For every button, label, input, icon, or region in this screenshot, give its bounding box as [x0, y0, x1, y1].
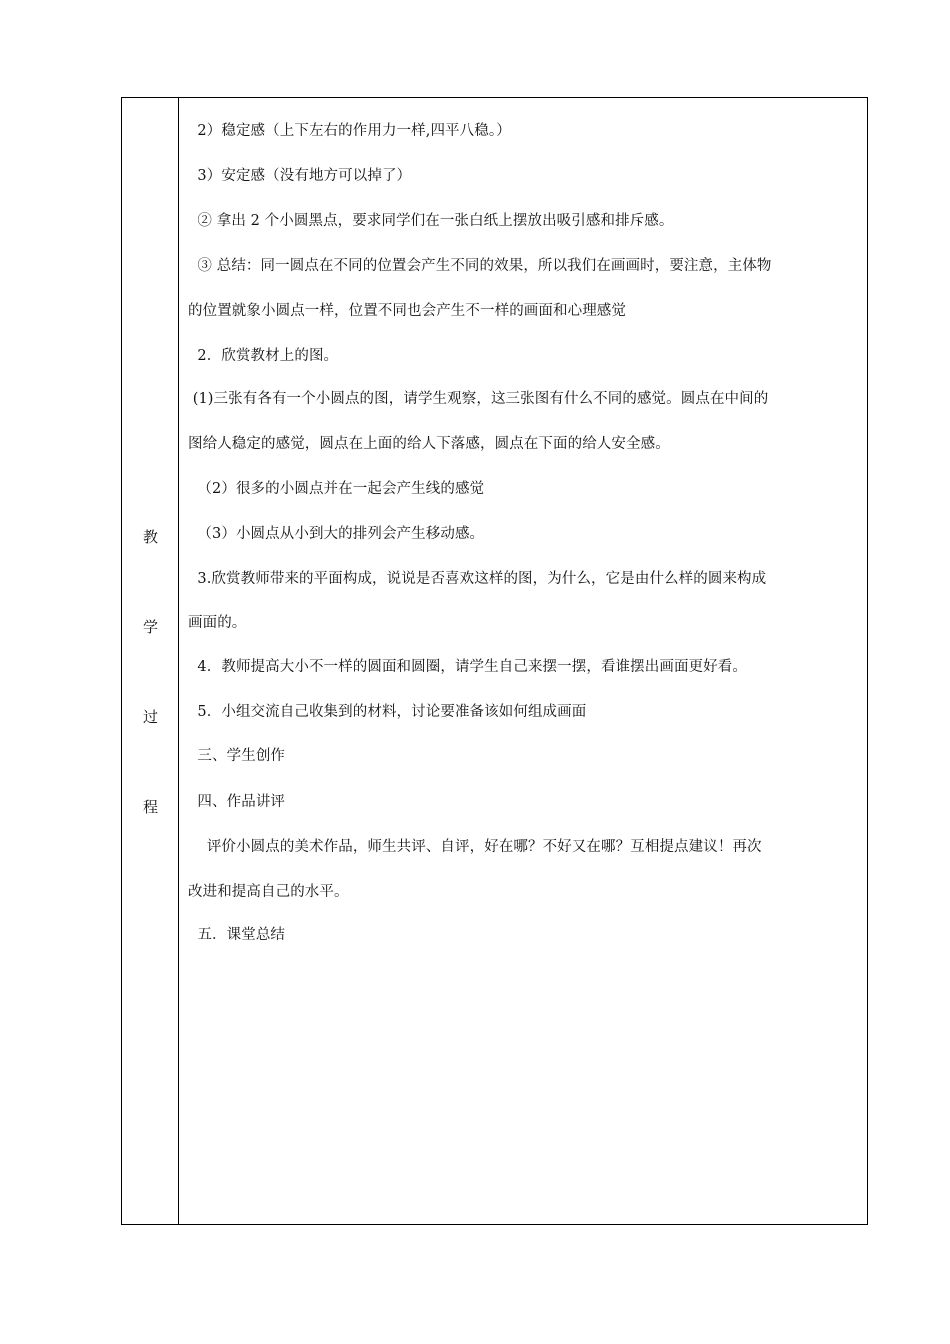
content-line: 5．小组交流自己收集到的材料，讨论要准备该如何组成画面: [188, 704, 587, 720]
content-line: 改进和提高自己的水平。: [188, 884, 349, 900]
content-line: （3）小圆点从小到大的排列会产生移动感。: [188, 526, 485, 542]
lesson-table: [121, 97, 868, 1225]
section-label-char: 过: [142, 708, 158, 726]
content-line: 评价小圆点的美术作品，师生共评、自评，好在哪？不好又在哪？互相提点建议！再次: [188, 839, 762, 855]
content-line: 五．课堂总结: [188, 927, 286, 943]
content-line: 2．欣赏教材上的图。: [188, 348, 339, 364]
section-label-char: 教: [142, 528, 158, 546]
content-line: 3）安定感（没有地方可以掉了）: [188, 168, 412, 184]
content-line: （2）很多的小圆点并在一起会产生线的感觉: [188, 481, 485, 497]
content-line: 3.欣赏教师带来的平面构成，说说是否喜欢这样的图，为什么，它是由什么样的圆来构成: [188, 571, 767, 587]
content-line: 2）稳定感（上下左右的作用力一样,四平八稳。）: [188, 123, 511, 139]
section-label-column: [122, 98, 179, 1224]
content-line: 的位置就象小圆点一样，位置不同也会产生不一样的画面和心理感觉: [188, 303, 626, 319]
section-label-char: 程: [142, 798, 158, 816]
content-line: 图给人稳定的感觉，圆点在上面的给人下落感，圆点在下面的给人安全感。: [188, 436, 670, 452]
content-line: (1)三张有各有一个小圆点的图，请学生观察，这三张图有什么不同的感觉。圆点在中间的: [188, 391, 769, 407]
teaching-process-content: [180, 98, 867, 1224]
content-line: 三、学生创作: [188, 748, 286, 764]
section-label-char: 学: [142, 618, 158, 636]
content-line: 4．教师提高大小不一样的圆面和圆圈，请学生自己来摆一摆，看谁摆出画面更好看。: [188, 659, 747, 675]
content-line: 画面的。: [188, 615, 247, 631]
content-line: ② 拿出 2 个小圆黑点，要求同学们在一张白纸上摆放出吸引感和排斥感。: [188, 213, 674, 229]
content-line: ③ 总结：同一圆点在不同的位置会产生不同的效果，所以我们在画画时，要注意，主体物: [188, 258, 772, 274]
content-line: 四、作品讲评: [188, 794, 286, 810]
